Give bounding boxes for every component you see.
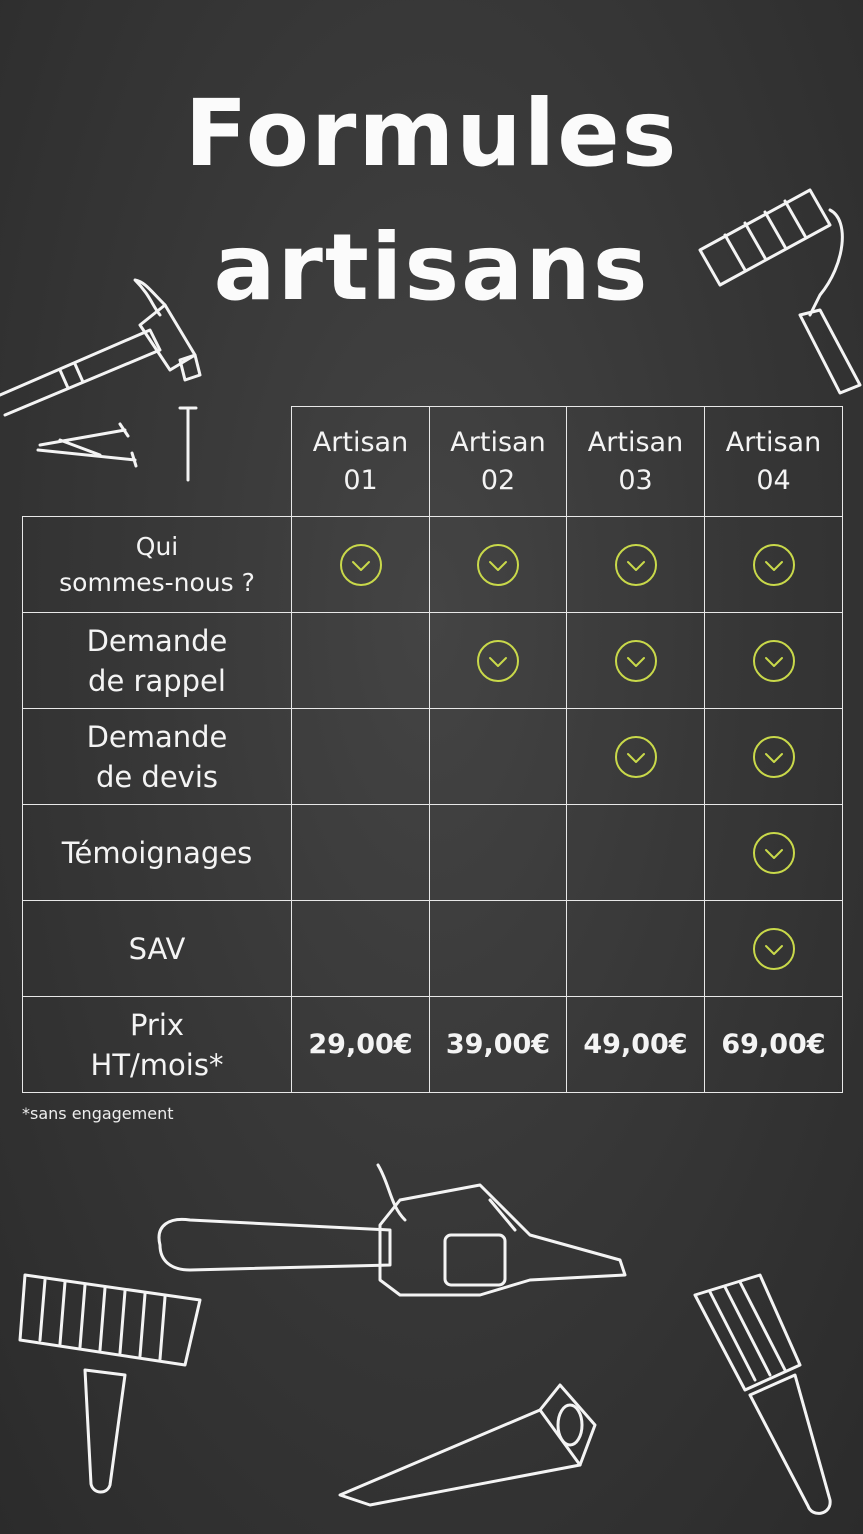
column-header bbox=[291, 406, 430, 517]
column-header-line: Artisan bbox=[725, 426, 822, 458]
check-circle-icon bbox=[614, 639, 658, 683]
feature-cell bbox=[429, 516, 567, 613]
paint-brush-icon bbox=[15, 1270, 215, 1500]
price-value: 69,00€ bbox=[704, 996, 843, 1093]
row-label bbox=[22, 612, 292, 709]
paint-brush-icon bbox=[690, 1270, 860, 1520]
feature-cell bbox=[704, 900, 843, 997]
price-value: 29,00€ bbox=[291, 996, 430, 1093]
feature-cell bbox=[291, 612, 430, 709]
row-label-line: Demande bbox=[86, 719, 228, 754]
price-label-line: Prix bbox=[129, 1007, 185, 1042]
check-circle-icon bbox=[752, 927, 796, 971]
row-label-line: SAV bbox=[128, 931, 186, 966]
saw-icon bbox=[330, 1370, 600, 1510]
column-header-line: Artisan bbox=[450, 426, 546, 458]
check-circle-icon bbox=[614, 735, 658, 779]
column-header-line: Artisan bbox=[312, 426, 409, 458]
column-header-line: 03 bbox=[618, 464, 653, 496]
row-label-line: Qui bbox=[135, 531, 179, 561]
column-header bbox=[704, 406, 843, 517]
row-label-line: Témoignages bbox=[61, 835, 253, 870]
row-label bbox=[22, 708, 292, 805]
paint-roller-icon bbox=[690, 175, 863, 395]
feature-cell bbox=[566, 900, 705, 997]
feature-cell bbox=[291, 708, 430, 805]
price-value: 39,00€ bbox=[429, 996, 567, 1093]
feature-cell bbox=[291, 516, 430, 613]
feature-cell bbox=[429, 900, 567, 997]
column-header bbox=[566, 406, 705, 517]
check-circle-icon bbox=[752, 543, 796, 587]
price-label-line: HT/mois* bbox=[90, 1047, 224, 1082]
check-circle-icon bbox=[476, 639, 520, 683]
row-label bbox=[22, 804, 292, 901]
feature-cell bbox=[566, 708, 705, 805]
feature-cell bbox=[291, 900, 430, 997]
column-header-line: 04 bbox=[756, 464, 791, 496]
feature-cell bbox=[704, 804, 843, 901]
check-circle-icon bbox=[339, 543, 383, 587]
feature-cell bbox=[429, 804, 567, 901]
price-label bbox=[22, 996, 292, 1093]
check-circle-icon bbox=[752, 639, 796, 683]
check-circle-icon bbox=[752, 735, 796, 779]
column-header-line: 02 bbox=[480, 464, 516, 496]
price-value: 49,00€ bbox=[566, 996, 705, 1093]
feature-cell bbox=[429, 708, 567, 805]
feature-cell bbox=[704, 612, 843, 709]
title-line-2: artisans bbox=[213, 214, 650, 321]
nails-icon bbox=[30, 400, 210, 490]
feature-cell bbox=[704, 708, 843, 805]
check-circle-icon bbox=[752, 831, 796, 875]
feature-cell bbox=[566, 612, 705, 709]
feature-cell bbox=[566, 804, 705, 901]
feature-cell bbox=[704, 516, 843, 613]
check-circle-icon bbox=[614, 543, 658, 587]
row-label bbox=[22, 516, 292, 613]
row-label-line: Demande bbox=[86, 623, 228, 658]
chainsaw-icon bbox=[150, 1155, 640, 1325]
feature-cell bbox=[566, 516, 705, 613]
column-header-line: Artisan bbox=[587, 426, 684, 458]
row-label-line: de rappel bbox=[88, 663, 226, 698]
row-label bbox=[22, 900, 292, 997]
feature-cell bbox=[429, 612, 567, 709]
title-line-1: Formules bbox=[184, 80, 679, 187]
footnote: *sans engagement bbox=[22, 1104, 174, 1123]
feature-cell bbox=[291, 804, 430, 901]
column-header-line: 01 bbox=[343, 464, 378, 496]
row-label-line: sommes-nous ? bbox=[59, 567, 255, 597]
row-label-line: de devis bbox=[95, 759, 219, 794]
column-header bbox=[429, 406, 567, 517]
check-circle-icon bbox=[476, 543, 520, 587]
